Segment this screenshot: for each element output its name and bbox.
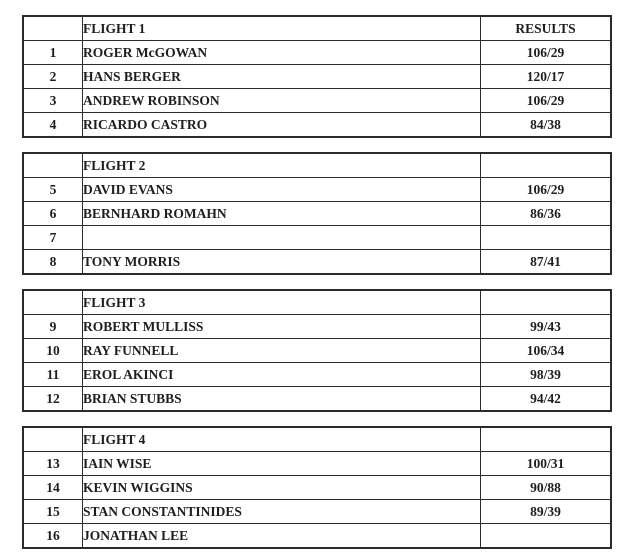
result-value: 89/39 [481, 500, 612, 524]
row-number: 5 [23, 178, 83, 202]
table-header-row [23, 290, 611, 315]
result-value: 94/42 [481, 387, 612, 412]
player-name: KEVIN WIGGINS [83, 476, 481, 500]
row-number: 13 [23, 452, 83, 476]
header-number-cell [23, 153, 83, 178]
player-name: RAY FUNNELL [83, 339, 481, 363]
table-row [23, 41, 611, 65]
player-name: ROGER McGOWAN [83, 41, 481, 65]
row-number: 12 [23, 387, 83, 412]
table-row [23, 476, 611, 500]
table-row [23, 363, 611, 387]
row-number: 2 [23, 65, 83, 89]
result-value: 86/36 [481, 202, 612, 226]
player-name: ANDREW ROBINSON [83, 89, 481, 113]
row-number: 16 [23, 524, 83, 549]
row-number: 14 [23, 476, 83, 500]
row-number: 8 [23, 250, 83, 275]
table-row [23, 113, 611, 138]
flight-title: FLIGHT 2 [83, 153, 481, 178]
player-name: TONY MORRIS [83, 250, 481, 275]
result-value: 106/29 [481, 41, 612, 65]
table-row [23, 89, 611, 113]
table-row [23, 315, 611, 339]
results-header: RESULTS [481, 16, 612, 41]
table-row [23, 65, 611, 89]
row-number: 3 [23, 89, 83, 113]
result-value: 120/17 [481, 65, 612, 89]
row-number: 1 [23, 41, 83, 65]
table-row [23, 452, 611, 476]
table-row [23, 202, 611, 226]
result-value: 84/38 [481, 113, 612, 138]
row-number: 10 [23, 339, 83, 363]
result-value: 106/29 [481, 178, 612, 202]
result-value: 100/31 [481, 452, 612, 476]
player-name: RICARDO CASTRO [83, 113, 481, 138]
player-name: STAN CONSTANTINIDES [83, 500, 481, 524]
flight-title: FLIGHT 3 [83, 290, 481, 315]
result-value: 90/88 [481, 476, 612, 500]
table-row [23, 524, 611, 549]
flight-3-table [22, 289, 612, 412]
row-number: 4 [23, 113, 83, 138]
flight-title: FLIGHT 1 [83, 16, 481, 41]
player-name: ROBERT MULLISS [83, 315, 481, 339]
player-name [83, 226, 481, 250]
header-number-cell [23, 427, 83, 452]
table-row [23, 226, 611, 250]
results-header [481, 290, 612, 315]
player-name: BERNHARD ROMAHN [83, 202, 481, 226]
player-name: HANS BERGER [83, 65, 481, 89]
result-value: 87/41 [481, 250, 612, 275]
table-row [23, 250, 611, 275]
row-number: 11 [23, 363, 83, 387]
header-number-cell [23, 290, 83, 315]
flight-2-table [22, 152, 612, 275]
result-value: 106/34 [481, 339, 612, 363]
table-row [23, 500, 611, 524]
result-value: 106/29 [481, 89, 612, 113]
player-name: IAIN WISE [83, 452, 481, 476]
row-number: 7 [23, 226, 83, 250]
table-header-row [23, 16, 611, 41]
row-number: 9 [23, 315, 83, 339]
table-header-row [23, 153, 611, 178]
player-name: JONATHAN LEE [83, 524, 481, 549]
player-name: DAVID EVANS [83, 178, 481, 202]
result-value [481, 226, 612, 250]
table-row [23, 339, 611, 363]
result-value: 99/43 [481, 315, 612, 339]
player-name: BRIAN STUBBS [83, 387, 481, 412]
table-row [23, 387, 611, 412]
results-header [481, 427, 612, 452]
row-number: 15 [23, 500, 83, 524]
table-header-row [23, 427, 611, 452]
row-number: 6 [23, 202, 83, 226]
player-name: EROL AKINCI [83, 363, 481, 387]
result-value [481, 524, 612, 549]
flight-4-table [22, 426, 612, 549]
result-value: 98/39 [481, 363, 612, 387]
flight-1-table [22, 15, 612, 138]
results-header [481, 153, 612, 178]
header-number-cell [23, 16, 83, 41]
flight-title: FLIGHT 4 [83, 427, 481, 452]
table-row [23, 178, 611, 202]
